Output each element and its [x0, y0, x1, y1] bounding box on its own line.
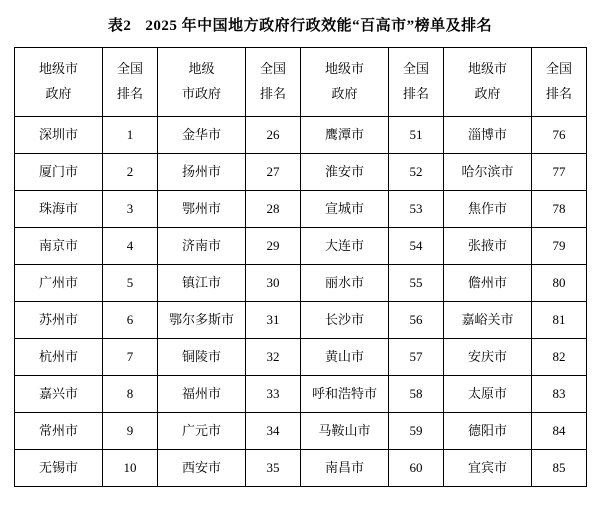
cell-rank: 77: [532, 154, 587, 191]
cell-rank: 53: [389, 191, 444, 228]
cell-city: 嘉峪关市: [444, 302, 532, 339]
cell-city: 珠海市: [15, 191, 103, 228]
cell-city: 南昌市: [301, 450, 389, 487]
cell-rank: 58: [389, 376, 444, 413]
cell-city: 镇江市: [158, 265, 246, 302]
cell-city: 德阳市: [444, 413, 532, 450]
column-header-city-1: [15, 48, 103, 117]
cell-city: 福州市: [158, 376, 246, 413]
cell-city: 宣城市: [301, 191, 389, 228]
cell-city: 哈尔滨市: [444, 154, 532, 191]
cell-rank: 80: [532, 265, 587, 302]
cell-city: 焦作市: [444, 191, 532, 228]
column-header-city-1-line1: 地级市: [38, 61, 78, 77]
table-container: [0, 47, 600, 487]
cell-rank: 52: [389, 154, 444, 191]
column-header-city-2-line1: 地级: [188, 61, 215, 77]
cell-city: 淮安市: [301, 154, 389, 191]
cell-rank: 27: [246, 154, 301, 191]
table-caption: [0, 0, 600, 47]
cell-city: 儋州市: [444, 265, 532, 302]
cell-rank: 81: [532, 302, 587, 339]
cell-rank: 84: [532, 413, 587, 450]
cell-city: 杭州市: [15, 339, 103, 376]
cell-city: 深圳市: [15, 117, 103, 154]
cell-rank: 31: [246, 302, 301, 339]
cell-rank: 1: [103, 117, 158, 154]
cell-city: 常州市: [15, 413, 103, 450]
column-header-city-1-line2: 政府: [45, 86, 72, 101]
cell-city: 南京市: [15, 228, 103, 265]
cell-city: 鄂州市: [158, 191, 246, 228]
column-header-rank-1-line1: 全国: [116, 61, 143, 77]
table-caption-label: 表2: [107, 18, 132, 34]
cell-city: 济南市: [158, 228, 246, 265]
cell-city: 宜宾市: [444, 450, 532, 487]
column-header-city-4: [444, 48, 532, 117]
column-header-city-3: [301, 48, 389, 117]
cell-city: 鹰潭市: [301, 117, 389, 154]
table-row: [15, 265, 587, 302]
cell-city: 西安市: [158, 450, 246, 487]
cell-city: 嘉兴市: [15, 376, 103, 413]
cell-city: 马鞍山市: [301, 413, 389, 450]
cell-rank: 59: [389, 413, 444, 450]
table-caption-title: 2025 年中国地方政府行政效能“百高市”榜单及排名: [145, 18, 493, 34]
cell-rank: 79: [532, 228, 587, 265]
cell-city: 张掖市: [444, 228, 532, 265]
column-header-rank-2: [246, 48, 301, 117]
column-header-rank-4-line1: 全国: [545, 61, 572, 77]
cell-rank: 7: [103, 339, 158, 376]
column-header-city-4-line2: 政府: [474, 86, 501, 101]
column-header-rank-3-line2: 排名: [402, 86, 429, 101]
column-header-rank-3-line1: 全国: [402, 61, 429, 77]
table-header-row: [15, 48, 587, 117]
cell-rank: 2: [103, 154, 158, 191]
table-row: [15, 154, 587, 191]
cell-city: 厦门市: [15, 154, 103, 191]
column-header-city-3-line2: 政府: [331, 86, 358, 101]
cell-rank: 29: [246, 228, 301, 265]
cell-city: 苏州市: [15, 302, 103, 339]
cell-rank: 5: [103, 265, 158, 302]
cell-city: 鄂尔多斯市: [158, 302, 246, 339]
cell-city: 大连市: [301, 228, 389, 265]
column-header-city-2-line2: 市政府: [181, 86, 221, 101]
cell-rank: 8: [103, 376, 158, 413]
cell-rank: 60: [389, 450, 444, 487]
cell-city: 呼和浩特市: [301, 376, 389, 413]
column-header-city-3-line1: 地级市: [324, 61, 364, 77]
column-header-rank-1: [103, 48, 158, 117]
cell-rank: 28: [246, 191, 301, 228]
cell-city: 太原市: [444, 376, 532, 413]
cell-city: 丽水市: [301, 265, 389, 302]
table-row: [15, 450, 587, 487]
table-row: [15, 228, 587, 265]
cell-city: 扬州市: [158, 154, 246, 191]
cell-rank: 3: [103, 191, 158, 228]
cell-rank: 26: [246, 117, 301, 154]
cell-rank: 35: [246, 450, 301, 487]
cell-rank: 34: [246, 413, 301, 450]
cell-city: 金华市: [158, 117, 246, 154]
cell-rank: 83: [532, 376, 587, 413]
table-row: [15, 191, 587, 228]
cell-city: 铜陵市: [158, 339, 246, 376]
cell-rank: 82: [532, 339, 587, 376]
cell-city: 广州市: [15, 265, 103, 302]
cell-rank: 9: [103, 413, 158, 450]
column-header-rank-4: [532, 48, 587, 117]
column-header-city-2: [158, 48, 246, 117]
cell-rank: 55: [389, 265, 444, 302]
ranking-table: [14, 47, 587, 487]
cell-city: 广元市: [158, 413, 246, 450]
column-header-rank-3: [389, 48, 444, 117]
cell-city: 黄山市: [301, 339, 389, 376]
cell-rank: 6: [103, 302, 158, 339]
table-row: [15, 302, 587, 339]
table-row: [15, 117, 587, 154]
cell-rank: 10: [103, 450, 158, 487]
cell-rank: 76: [532, 117, 587, 154]
cell-city: 安庆市: [444, 339, 532, 376]
cell-rank: 85: [532, 450, 587, 487]
table-header: [15, 48, 587, 117]
column-header-rank-1-line2: 排名: [116, 86, 143, 101]
column-header-rank-2-line2: 排名: [259, 86, 286, 101]
column-header-rank-4-line2: 排名: [545, 86, 572, 101]
table-row: [15, 413, 587, 450]
column-header-city-4-line1: 地级市: [467, 61, 507, 77]
cell-city: 淄博市: [444, 117, 532, 154]
cell-rank: 56: [389, 302, 444, 339]
cell-rank: 33: [246, 376, 301, 413]
table-row: [15, 376, 587, 413]
table-body: [15, 117, 587, 487]
table-row: [15, 339, 587, 376]
cell-city: 无锡市: [15, 450, 103, 487]
cell-rank: 4: [103, 228, 158, 265]
cell-rank: 78: [532, 191, 587, 228]
cell-rank: 30: [246, 265, 301, 302]
cell-city: 长沙市: [301, 302, 389, 339]
cell-rank: 32: [246, 339, 301, 376]
cell-rank: 51: [389, 117, 444, 154]
column-header-rank-2-line1: 全国: [259, 61, 286, 77]
cell-rank: 57: [389, 339, 444, 376]
cell-rank: 54: [389, 228, 444, 265]
